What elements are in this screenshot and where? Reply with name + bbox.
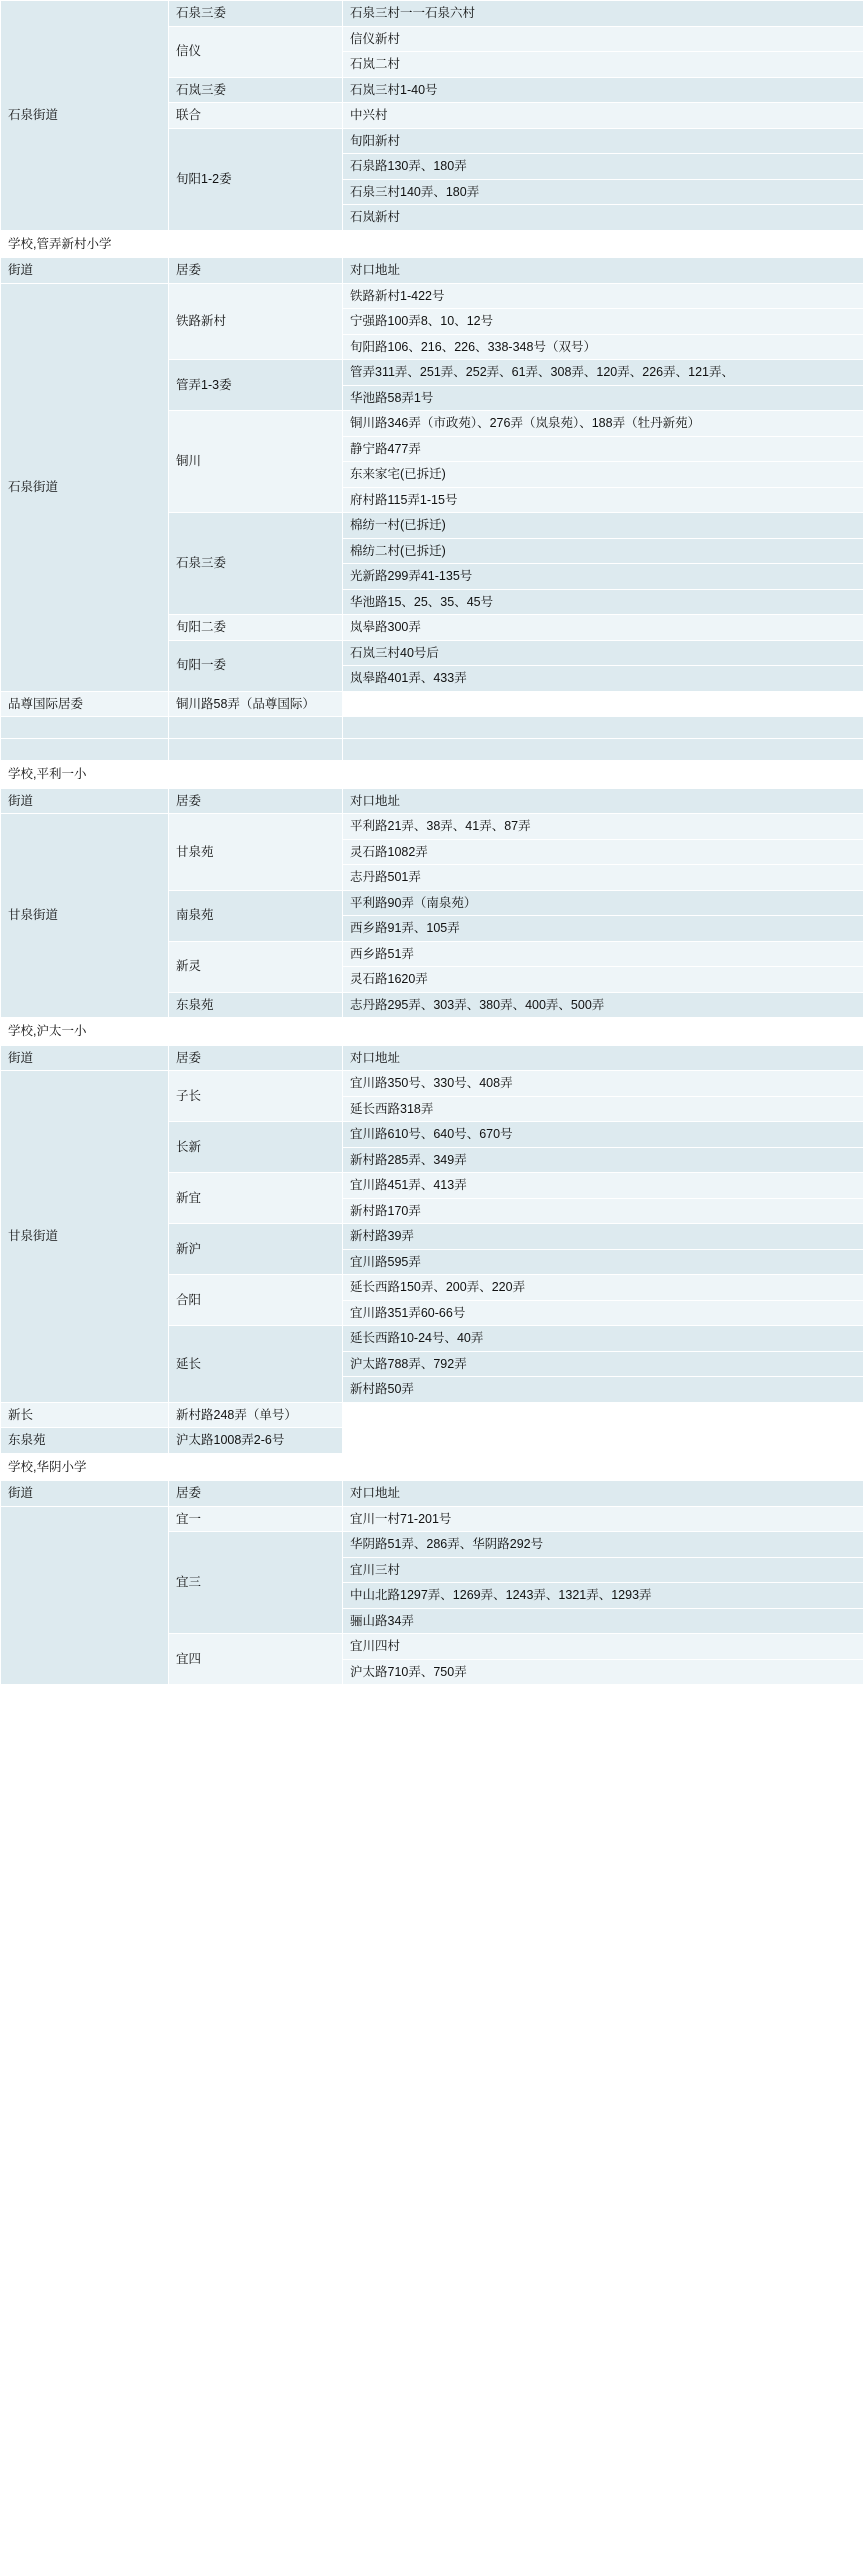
table-row xyxy=(1,1428,863,1454)
table-row xyxy=(1,1402,863,1428)
blank-cell-address xyxy=(343,739,863,761)
table-row xyxy=(1,1071,863,1097)
address-cell: 管弄311弄、251弄、252弄、61弄、308弄、120弄、226弄、121弄、 xyxy=(343,360,863,386)
address-cell: 铜川路58弄（品尊国际） xyxy=(169,691,343,717)
address-cell: 铜川路346弄（市政苑）、276弄（岚泉苑）、188弄（牡丹新苑） xyxy=(343,411,863,437)
address-cell: 宁强路100弄8、10、12号 xyxy=(343,309,863,335)
address-cell: 平利路21弄、38弄、41弄、87弄 xyxy=(343,814,863,840)
street-cell xyxy=(1,1506,169,1685)
address-cell: 延长西路150弄、200弄、220弄 xyxy=(343,1275,863,1301)
address-cell: 华池路15、25、35、45号 xyxy=(343,589,863,615)
address-cell: 东来家宅(已拆迁) xyxy=(343,462,863,488)
address-cell: 西乡路51弄 xyxy=(343,941,863,967)
address-cell: 沪太路788弄、792弄 xyxy=(343,1351,863,1377)
blank-cell-address xyxy=(343,717,863,739)
school-heading-row xyxy=(1,1453,863,1481)
column-header-row xyxy=(1,1045,863,1071)
committee-cell: 联合 xyxy=(169,103,343,129)
blank-cell-street xyxy=(1,739,169,761)
school-spacer xyxy=(343,761,863,789)
address-cell: 石岚二村 xyxy=(343,52,863,78)
school-spacer xyxy=(343,230,863,258)
committee-cell: 铁路新村 xyxy=(169,283,343,360)
committee-cell: 宜一 xyxy=(169,1506,343,1532)
committee-cell: 南泉苑 xyxy=(169,890,343,941)
street-cell: 甘泉街道 xyxy=(1,1071,169,1403)
school-heading-row xyxy=(1,1018,863,1046)
address-cell: 宜川四村 xyxy=(343,1634,863,1660)
committee-cell: 新灵 xyxy=(169,941,343,992)
address-cell: 新村路50弄 xyxy=(343,1377,863,1403)
blank-cell-street xyxy=(1,717,169,739)
address-cell: 宜川一村71-201号 xyxy=(343,1506,863,1532)
address-cell: 光新路299弄41-135号 xyxy=(343,564,863,590)
table-row xyxy=(1,1506,863,1532)
committee-cell: 管弄1-3委 xyxy=(169,360,343,411)
address-cell: 中兴村 xyxy=(343,103,863,129)
address-cell: 沪太路710弄、750弄 xyxy=(343,1659,863,1685)
column-header-0: 街道 xyxy=(1,788,169,814)
address-cell: 宜川路595弄 xyxy=(343,1249,863,1275)
committee-cell: 新长 xyxy=(1,1402,169,1428)
committee-cell: 铜川 xyxy=(169,411,343,513)
address-cell: 宜川路351弄60-66号 xyxy=(343,1300,863,1326)
address-cell: 石泉路130弄、180弄 xyxy=(343,154,863,180)
address-cell: 岚皋路300弄 xyxy=(343,615,863,641)
address-cell: 宜川路610号、640号、670号 xyxy=(343,1122,863,1148)
table-row xyxy=(1,283,863,309)
address-cell: 骊山路34弄 xyxy=(343,1608,863,1634)
address-cell: 西乡路91弄、105弄 xyxy=(343,916,863,942)
address-cell: 沪太路1008弄2-6号 xyxy=(169,1428,343,1454)
address-cell: 志丹路295弄、303弄、380弄、400弄、500弄 xyxy=(343,992,863,1018)
column-header-row xyxy=(1,1481,863,1507)
column-header-0: 街道 xyxy=(1,1481,169,1507)
table-row xyxy=(1,691,863,717)
blank-row xyxy=(1,717,863,739)
address-cell: 棉纺一村(已拆迁) xyxy=(343,513,863,539)
committee-cell: 信仪 xyxy=(169,26,343,77)
street-cell: 石泉街道 xyxy=(1,283,169,691)
school-heading-row xyxy=(1,761,863,789)
school-spacer xyxy=(343,1018,863,1046)
school-label: 学校,沪太一小 xyxy=(1,1018,343,1046)
address-cell: 石岚三村1-40号 xyxy=(343,77,863,103)
column-header-2: 对口地址 xyxy=(343,788,863,814)
address-cell: 宜川路350号、330号、408弄 xyxy=(343,1071,863,1097)
address-cell: 中山北路1297弄、1269弄、1243弄、1321弄、1293弄 xyxy=(343,1583,863,1609)
address-cell: 府村路115弄1-15号 xyxy=(343,487,863,513)
address-cell: 新村路170弄 xyxy=(343,1198,863,1224)
column-header-1: 居委 xyxy=(169,258,343,284)
school-spacer xyxy=(343,1453,863,1481)
table-row xyxy=(1,814,863,840)
column-header-2: 对口地址 xyxy=(343,258,863,284)
street-cell: 甘泉街道 xyxy=(1,814,169,1018)
address-cell: 华阴路51弄、286弄、华阴路292号 xyxy=(343,1532,863,1558)
address-cell: 延长西路10-24号、40弄 xyxy=(343,1326,863,1352)
column-header-row xyxy=(1,788,863,814)
committee-cell: 合阳 xyxy=(169,1275,343,1326)
address-cell: 旬阳新村 xyxy=(343,128,863,154)
committee-cell: 石泉三委 xyxy=(169,1,343,27)
address-cell: 石泉三村140弄、180弄 xyxy=(343,179,863,205)
school-label: 学校,华阴小学 xyxy=(1,1453,343,1481)
address-cell: 平利路90弄（南泉苑） xyxy=(343,890,863,916)
address-cell: 新村路285弄、349弄 xyxy=(343,1147,863,1173)
column-header-0: 街道 xyxy=(1,258,169,284)
column-header-2: 对口地址 xyxy=(343,1045,863,1071)
blank-cell-committee xyxy=(169,739,343,761)
address-cell: 延长西路318弄 xyxy=(343,1096,863,1122)
column-header-0: 街道 xyxy=(1,1045,169,1071)
blank-cell-committee xyxy=(169,717,343,739)
committee-cell: 旬阳一委 xyxy=(169,640,343,691)
committee-cell: 子长 xyxy=(169,1071,343,1122)
school-label: 学校,平利一小 xyxy=(1,761,343,789)
committee-cell: 长新 xyxy=(169,1122,343,1173)
address-cell: 铁路新村1-422号 xyxy=(343,283,863,309)
committee-cell: 宜四 xyxy=(169,1634,343,1685)
column-header-1: 居委 xyxy=(169,788,343,814)
street-cell: 石泉街道 xyxy=(1,1,169,231)
address-cell: 棉纺二村(已拆迁) xyxy=(343,538,863,564)
address-cell: 宜川路451弄、413弄 xyxy=(343,1173,863,1199)
committee-cell: 旬阳1-2委 xyxy=(169,128,343,230)
committee-cell: 新沪 xyxy=(169,1224,343,1275)
school-label: 学校,管弄新村小学 xyxy=(1,230,343,258)
committee-cell: 石泉三委 xyxy=(169,513,343,615)
address-cell: 岚皋路401弄、433弄 xyxy=(343,666,863,692)
address-cell: 灵石路1082弄 xyxy=(343,839,863,865)
committee-cell: 宜三 xyxy=(169,1532,343,1634)
committee-cell: 新宜 xyxy=(169,1173,343,1224)
address-cell: 信仪新村 xyxy=(343,26,863,52)
address-cell: 静宁路477弄 xyxy=(343,436,863,462)
column-header-1: 居委 xyxy=(169,1045,343,1071)
committee-cell: 旬阳二委 xyxy=(169,615,343,641)
committee-cell: 甘泉苑 xyxy=(169,814,343,891)
committee-cell: 东泉苑 xyxy=(1,1428,169,1454)
blank-row xyxy=(1,739,863,761)
address-cell: 灵石路1620弄 xyxy=(343,967,863,993)
committee-cell: 石岚三委 xyxy=(169,77,343,103)
address-cell: 石泉三村一一石泉六村 xyxy=(343,1,863,27)
column-header-2: 对口地址 xyxy=(343,1481,863,1507)
address-cell: 石岚新村 xyxy=(343,205,863,231)
address-cell: 华池路58弄1号 xyxy=(343,385,863,411)
address-cell: 志丹路501弄 xyxy=(343,865,863,891)
school-heading-row xyxy=(1,230,863,258)
address-cell: 旬阳路106、216、226、338-348号（双号） xyxy=(343,334,863,360)
committee-cell: 延长 xyxy=(169,1326,343,1403)
committee-cell: 品尊国际居委 xyxy=(1,691,169,717)
committee-cell: 东泉苑 xyxy=(169,992,343,1018)
column-header-row xyxy=(1,258,863,284)
address-cell: 新村路39弄 xyxy=(343,1224,863,1250)
address-cell: 宜川三村 xyxy=(343,1557,863,1583)
table-row xyxy=(1,1,863,27)
address-cell: 石岚三村40号后 xyxy=(343,640,863,666)
address-cell: 新村路248弄（单号） xyxy=(169,1402,343,1428)
column-header-1: 居委 xyxy=(169,1481,343,1507)
